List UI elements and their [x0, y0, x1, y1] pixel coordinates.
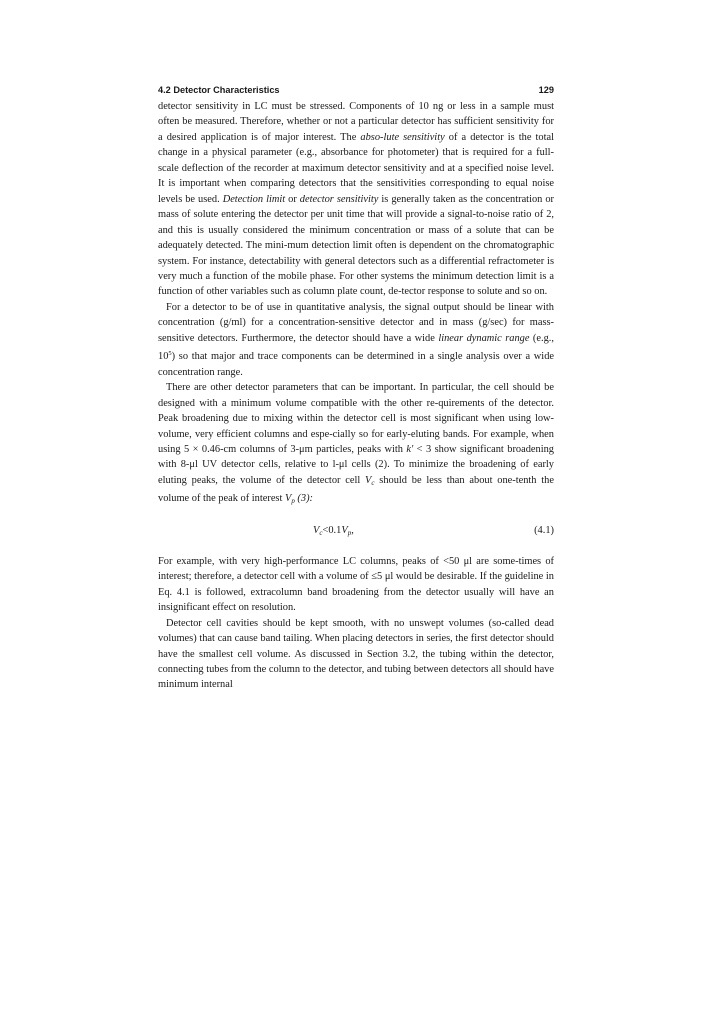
- book-page: [158, 84, 554, 693]
- equation-number: (4.1): [534, 524, 554, 536]
- page-number: 129: [538, 85, 554, 95]
- section-title: 4.2 Detector Characteristics: [158, 85, 280, 95]
- paragraph-cell-volume: There are other detector parameters that can be important. In particular, the cell should be designed with a minimum volume compatible with the other re-quirements of the detector. Peak broadening due to mixing within the detector cell is most significant when using low-volume, very efficient columns and espe-cially so for early-eluting bands. For example, when using 5 × 0.46-cm columns of 3-μm particles, peaks with k' < 3 show significant broadening with 8-μl UV detector cells, relative to l-μl cells (2). To minimize the broadening of early eluting peaks, the volume of the detector cell Vc should be less than about one-tenth the volume of the peak of interest Vp (3):: [158, 382, 554, 506]
- paragraph-sensitivity: detector sensitivity in LC must be stressed. Components of 10 ng or less in a sample must often be measured. Therefore, whether or not a particular detector has sufficient sensitivity for a desired application is of major interest. The abso-lute sensitivity of a detector is the total change in a physical parameter (e.g., absorbance for photometer) that is required for a full-scale deflection of the recorder at maximum detector sensitivity and at a specified noise level. It is important when comparing detectors that the sensitivities corresponding to equal noise levels be used. Detection limit or detector sensitivity is generally taken as the concentration or mass of solute entering the detector per unit time that will provide a signal-to-noise ratio of 2, and this is usually considered the minimum concentration or mass of a solute that can be adequately detected. The mini-mum detection limit often is dependent on the chromatographic system. For instance, detectability with general detectors such as a differential refractometer is very much a function of the mobile phase. For other systems the minimum detection limit is a function of other variables such as column plate count, de-tector response to solute and so on.: [158, 101, 555, 298]
- equation-formula: $V_c<0.1V_p$,: [313, 524, 354, 537]
- paragraph-linearity: For a detector to be of use in quantitative analysis, the signal output should be linear with concentration (g/ml) for a concentration-sensitive detector and in mass (g/sec) for mass-sensitive detectors. Furthermore, the detector should have a wide linear dynamic range (e.g., $10^5$) so that major and trace components can be determined in a single analysis over a wide concentration range.: [158, 301, 554, 378]
- equation-4-1: [158, 523, 554, 539]
- paragraph-cell-cavities: Detector cell cavities should be kept smooth, with no unswept volumes (so-called dead volumes) that can cause band tailing. When placing detectors in series, the first detector should have the smallest cell volume. As discussed in Section 3.2, the tubing within the detector, connecting tubes from the column to the detector, and tubing between detectors all should have minimum internal: [158, 617, 554, 691]
- running-head: [158, 84, 554, 96]
- paragraph-example: For example, with very high-performance LC columns, peaks of <50 μl are some-times of interest; therefore, a detector cell with a volume of ≤5 μl would be desirable. If the guideline in Eq. 4.1 is followed, extracolumn band broadening from the detector usually will have an insignificant effect on resolution.: [158, 555, 554, 614]
